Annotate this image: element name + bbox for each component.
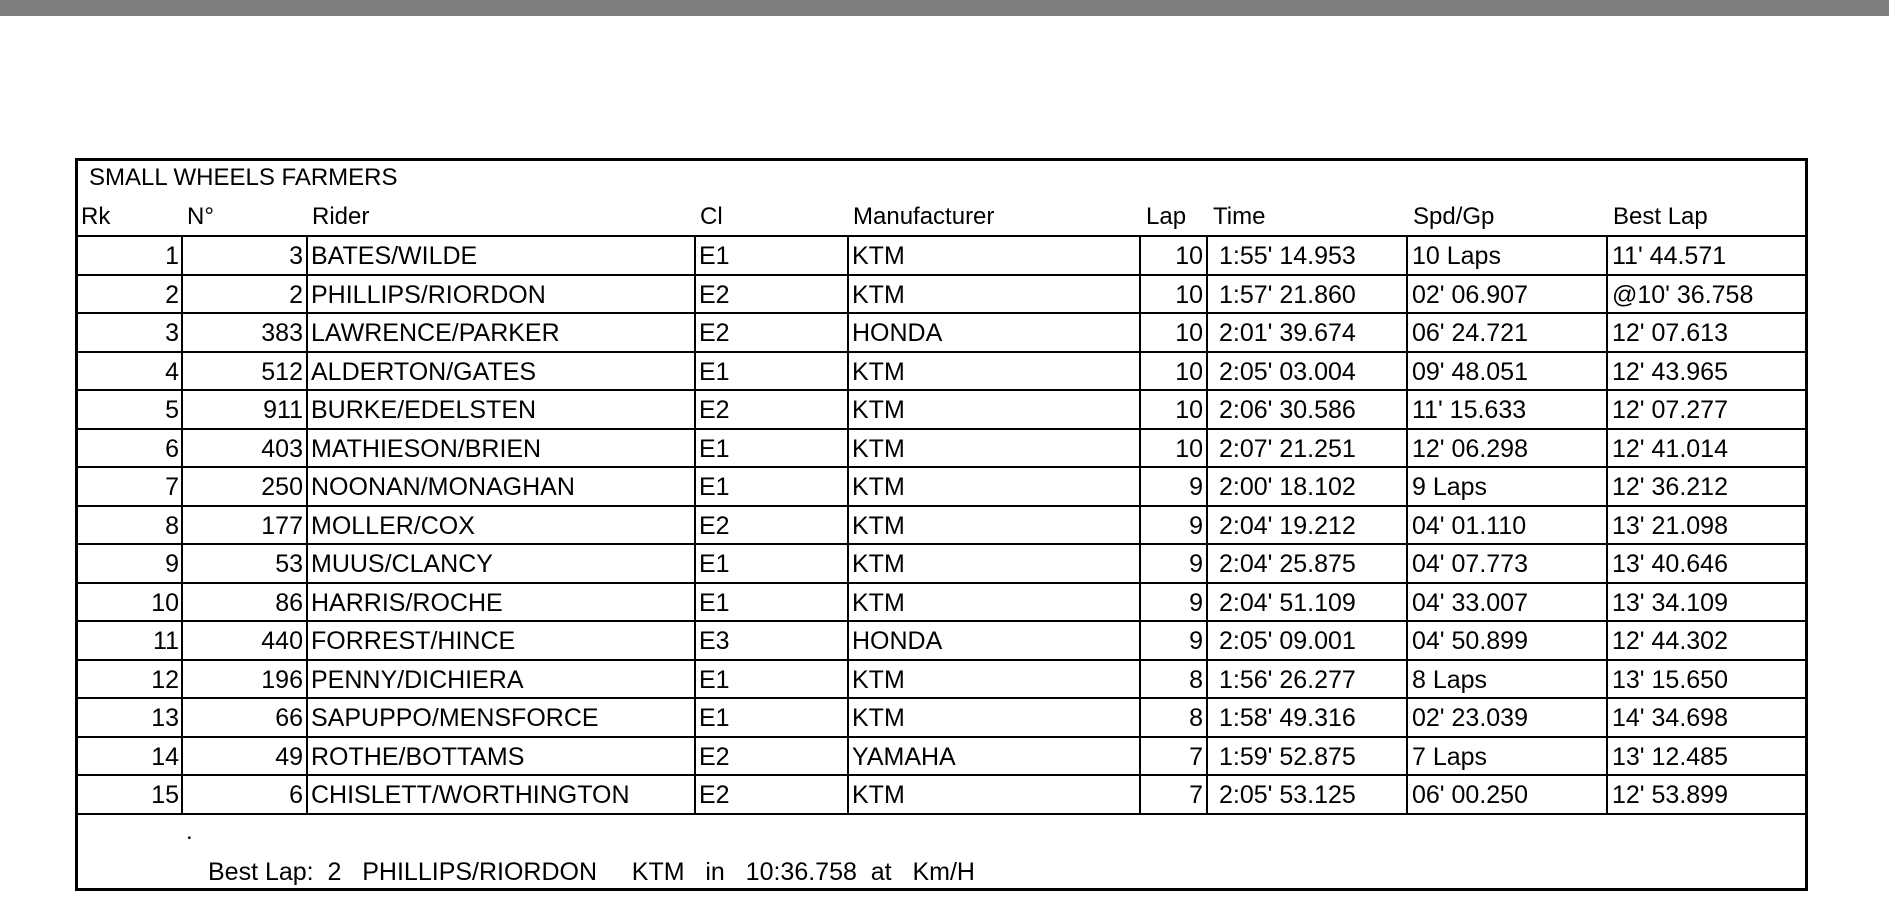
cell-no: 49 bbox=[275, 743, 303, 771]
cell-lap: 10 bbox=[1175, 435, 1203, 463]
cell-time: 2:05' 53.125 bbox=[1219, 781, 1356, 809]
cell-rk: 13 bbox=[151, 704, 179, 732]
cell-manufacturer: KTM bbox=[852, 550, 905, 578]
cell-cl: E2 bbox=[699, 281, 730, 309]
cell-manufacturer: KTM bbox=[852, 781, 905, 809]
cell-best-lap: 12' 44.302 bbox=[1612, 627, 1728, 655]
cell-cl: E2 bbox=[699, 781, 730, 809]
cell-rider: NOONAN/MONAGHAN bbox=[311, 473, 575, 501]
cell-spd-gp: 12' 06.298 bbox=[1412, 435, 1528, 463]
header-rk: Rk bbox=[81, 203, 111, 230]
cell-spd-gp: 9 Laps bbox=[1412, 473, 1488, 501]
header-time: Time bbox=[1213, 203, 1266, 230]
cell-best-lap: 12' 53.899 bbox=[1612, 781, 1728, 809]
cell-cl: E1 bbox=[699, 666, 730, 694]
cell-time: 2:00' 18.102 bbox=[1219, 473, 1356, 501]
cell-lap: 10 bbox=[1175, 396, 1203, 424]
cell-lap: 9 bbox=[1189, 627, 1203, 655]
footer-dot: . bbox=[186, 818, 193, 845]
cell-no: 6 bbox=[289, 781, 303, 809]
sheet-title: SMALL WHEELS FARMERS bbox=[89, 164, 398, 191]
cell-spd-gp: 06' 24.721 bbox=[1412, 319, 1528, 347]
footer-rule bbox=[182, 889, 1137, 891]
cell-time: 1:59' 52.875 bbox=[1219, 743, 1356, 771]
cell-cl: E1 bbox=[699, 435, 730, 463]
cell-rk: 2 bbox=[165, 281, 179, 309]
cell-rk: 1 bbox=[165, 242, 179, 270]
cell-lap: 9 bbox=[1189, 512, 1203, 540]
header-lap: Lap bbox=[1146, 203, 1187, 230]
column-divider bbox=[1206, 236, 1208, 814]
cell-spd-gp: 09' 48.051 bbox=[1412, 358, 1528, 386]
cell-time: 2:05' 03.004 bbox=[1219, 358, 1356, 386]
cell-no: 383 bbox=[261, 319, 303, 347]
cell-lap: 9 bbox=[1189, 550, 1203, 578]
best-lap-summary: Best Lap: 2 PHILLIPS/RIORDON KTM in 10:36.758 at Km/H bbox=[208, 858, 975, 886]
cell-time: 2:05' 09.001 bbox=[1219, 627, 1356, 655]
cell-best-lap: 13' 40.646 bbox=[1612, 550, 1728, 578]
cell-rider: SAPUPPO/MENSFORCE bbox=[311, 704, 599, 732]
cell-rider: ALDERTON/GATES bbox=[311, 358, 537, 386]
header-manufacturer: Manufacturer bbox=[853, 203, 995, 230]
cell-rider: BURKE/EDELSTEN bbox=[311, 396, 537, 424]
cell-spd-gp: 04' 07.773 bbox=[1412, 550, 1528, 578]
cell-manufacturer: KTM bbox=[852, 512, 905, 540]
column-divider bbox=[306, 236, 308, 814]
cell-spd-gp: 02' 23.039 bbox=[1412, 704, 1528, 732]
cell-rider: MOLLER/COX bbox=[311, 512, 475, 540]
cell-lap: 10 bbox=[1175, 281, 1203, 309]
cell-manufacturer: KTM bbox=[852, 242, 905, 270]
cell-spd-gp: 02' 06.907 bbox=[1412, 281, 1528, 309]
cell-time: 1:55' 14.953 bbox=[1219, 242, 1356, 270]
column-divider bbox=[1406, 236, 1408, 814]
cell-cl: E2 bbox=[699, 396, 730, 424]
cell-rk: 12 bbox=[151, 666, 179, 694]
cell-manufacturer: KTM bbox=[852, 396, 905, 424]
header-spd-gp: Spd/Gp bbox=[1413, 203, 1495, 230]
header-best-lap: Best Lap bbox=[1613, 203, 1708, 230]
cell-lap: 8 bbox=[1189, 704, 1203, 732]
header-no: N° bbox=[187, 203, 214, 230]
cell-rider: PHILLIPS/RIORDON bbox=[311, 281, 546, 309]
cell-best-lap: 12' 07.613 bbox=[1612, 319, 1728, 347]
cell-cl: E1 bbox=[699, 242, 730, 270]
cell-spd-gp: 7 Laps bbox=[1412, 743, 1488, 771]
cell-best-lap: @10' 36.758 bbox=[1612, 281, 1754, 309]
cell-rk: 9 bbox=[165, 550, 179, 578]
cell-rider: LAWRENCE/PARKER bbox=[311, 319, 560, 347]
cell-best-lap: 13' 34.109 bbox=[1612, 589, 1728, 617]
cell-time: 2:01' 39.674 bbox=[1219, 319, 1356, 347]
cell-rk: 4 bbox=[165, 358, 179, 386]
cell-time: 2:07' 21.251 bbox=[1219, 435, 1356, 463]
cell-no: 403 bbox=[261, 435, 303, 463]
cell-best-lap: 14' 34.698 bbox=[1612, 704, 1728, 732]
cell-no: 196 bbox=[261, 666, 303, 694]
column-divider bbox=[694, 236, 696, 814]
cell-best-lap: 12' 07.277 bbox=[1612, 396, 1728, 424]
cell-time: 1:56' 26.277 bbox=[1219, 666, 1356, 694]
cell-cl: E1 bbox=[699, 589, 730, 617]
cell-best-lap: 11' 44.571 bbox=[1612, 242, 1727, 270]
cell-rk: 3 bbox=[165, 319, 179, 347]
cell-spd-gp: 11' 15.633 bbox=[1412, 396, 1527, 424]
cell-spd-gp: 04' 01.110 bbox=[1412, 512, 1527, 540]
cell-no: 86 bbox=[275, 589, 303, 617]
cell-rider: BATES/WILDE bbox=[311, 242, 478, 270]
cell-time: 2:04' 51.109 bbox=[1219, 589, 1356, 617]
cell-time: 2:04' 19.212 bbox=[1219, 512, 1356, 540]
cell-rider: CHISLETT/WORTHINGTON bbox=[311, 781, 630, 809]
cell-spd-gp: 04' 50.899 bbox=[1412, 627, 1528, 655]
cell-manufacturer: YAMAHA bbox=[852, 743, 956, 771]
cell-rider: HARRIS/ROCHE bbox=[311, 589, 503, 617]
cell-rk: 15 bbox=[151, 781, 179, 809]
cell-lap: 7 bbox=[1189, 743, 1203, 771]
cell-manufacturer: HONDA bbox=[852, 627, 943, 655]
cell-rider: FORREST/HINCE bbox=[311, 627, 516, 655]
cell-lap: 9 bbox=[1189, 589, 1203, 617]
cell-no: 66 bbox=[275, 704, 303, 732]
cell-rk: 8 bbox=[165, 512, 179, 540]
cell-lap: 10 bbox=[1175, 319, 1203, 347]
cell-time: 1:57' 21.860 bbox=[1219, 281, 1356, 309]
cell-time: 1:58' 49.316 bbox=[1219, 704, 1356, 732]
cell-no: 512 bbox=[261, 358, 303, 386]
cell-best-lap: 12' 43.965 bbox=[1612, 358, 1728, 386]
cell-manufacturer: KTM bbox=[852, 435, 905, 463]
cell-rk: 6 bbox=[165, 435, 179, 463]
cell-no: 177 bbox=[261, 512, 303, 540]
cell-lap: 10 bbox=[1175, 358, 1203, 386]
cell-rk: 7 bbox=[165, 473, 179, 501]
cell-cl: E1 bbox=[699, 704, 730, 732]
cell-rider: PENNY/DICHIERA bbox=[311, 666, 524, 694]
cell-best-lap: 13' 12.485 bbox=[1612, 743, 1728, 771]
header-rider: Rider bbox=[312, 203, 370, 230]
cell-time: 2:04' 25.875 bbox=[1219, 550, 1356, 578]
cell-rk: 11 bbox=[153, 627, 179, 655]
cell-lap: 10 bbox=[1175, 242, 1203, 270]
cell-manufacturer: KTM bbox=[852, 589, 905, 617]
cell-cl: E3 bbox=[699, 627, 730, 655]
cell-manufacturer: KTM bbox=[852, 358, 905, 386]
cell-manufacturer: KTM bbox=[852, 704, 905, 732]
cell-best-lap: 12' 36.212 bbox=[1612, 473, 1728, 501]
cell-cl: E2 bbox=[699, 319, 730, 347]
column-divider bbox=[847, 236, 849, 814]
header-cl: Cl bbox=[700, 203, 723, 230]
cell-best-lap: 12' 41.014 bbox=[1612, 435, 1728, 463]
cell-lap: 9 bbox=[1189, 473, 1203, 501]
cell-cl: E1 bbox=[699, 473, 730, 501]
cell-rider: MATHIESON/BRIEN bbox=[311, 435, 542, 463]
cell-manufacturer: KTM bbox=[852, 666, 905, 694]
cell-lap: 8 bbox=[1189, 666, 1203, 694]
cell-time: 2:06' 30.586 bbox=[1219, 396, 1356, 424]
cell-no: 2 bbox=[289, 281, 303, 309]
cell-rk: 14 bbox=[151, 743, 179, 771]
cell-cl: E1 bbox=[699, 358, 730, 386]
cell-lap: 7 bbox=[1189, 781, 1203, 809]
cell-spd-gp: 8 Laps bbox=[1412, 666, 1488, 694]
top-bar bbox=[0, 0, 1889, 16]
cell-spd-gp: 06' 00.250 bbox=[1412, 781, 1528, 809]
cell-manufacturer: KTM bbox=[852, 281, 905, 309]
cell-no: 440 bbox=[261, 627, 303, 655]
cell-best-lap: 13' 21.098 bbox=[1612, 512, 1728, 540]
cell-spd-gp: 10 Laps bbox=[1412, 242, 1501, 270]
cell-manufacturer: KTM bbox=[852, 473, 905, 501]
cell-cl: E2 bbox=[699, 512, 730, 540]
cell-rk: 10 bbox=[151, 589, 179, 617]
cell-no: 53 bbox=[275, 550, 303, 578]
cell-rider: MUUS/CLANCY bbox=[311, 550, 493, 578]
cell-no: 911 bbox=[263, 396, 303, 424]
cell-cl: E1 bbox=[699, 550, 730, 578]
cell-spd-gp: 04' 33.007 bbox=[1412, 589, 1528, 617]
cell-no: 250 bbox=[261, 473, 303, 501]
cell-no: 3 bbox=[289, 242, 303, 270]
cell-manufacturer: HONDA bbox=[852, 319, 943, 347]
cell-best-lap: 13' 15.650 bbox=[1612, 666, 1728, 694]
cell-cl: E2 bbox=[699, 743, 730, 771]
cell-rk: 5 bbox=[165, 396, 179, 424]
cell-rider: ROTHE/BOTTAMS bbox=[311, 743, 525, 771]
